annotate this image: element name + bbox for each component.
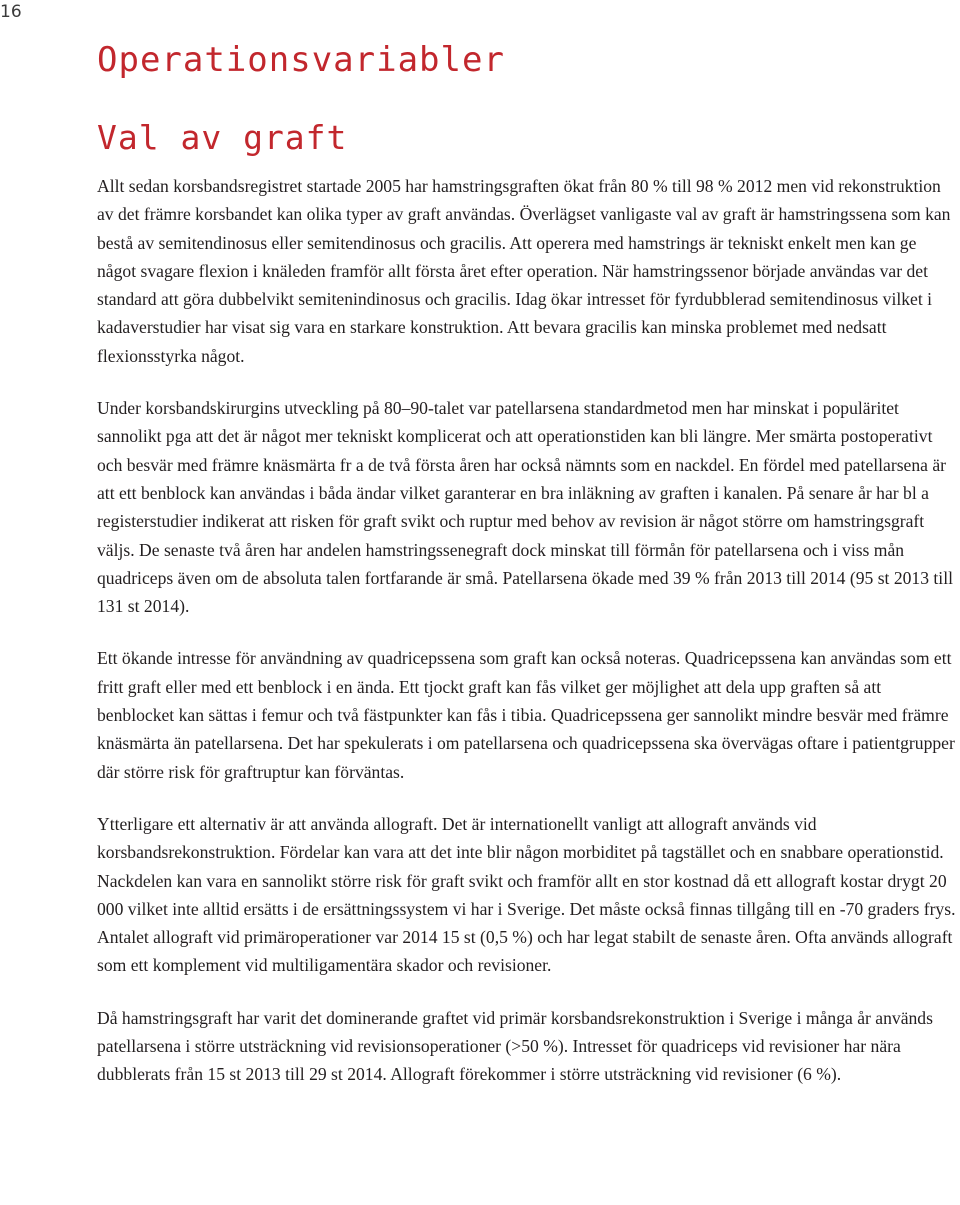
paragraph-revisions: Då hamstringsgraft har varit det dominerande graftet vid primär korsbandsrekonstruktion i Sverige i många år används patellarsena i större utsträckning vid revisionsoperationer (>50 %). Intresset för quadriceps vid revisioner har nära dubblerats från 15 st 2013 till 29 st 2014. Allograft förekommer i större utsträckning vid revisioner (6 %). xyxy=(97,1007,933,1085)
section-title: Operationsvariabler xyxy=(97,40,505,80)
body-text xyxy=(97,172,957,1113)
subsection-title: Val av graft xyxy=(97,118,348,157)
page-number: 16 xyxy=(0,2,22,22)
paragraph-hamstrings: Allt sedan korsbandsregistret startade 2005 har hamstringsgraften ökat från 80 % till 98 % 2012 men vid rekonstruktion av det främre korsbandet kan olika typer av graft användas. Överlägset vanligaste val av graft är hamstringssena som kan bestå av semitendinosus eller semitendinosus och gracilis. Att operera med hamstrings är tekniskt enkelt men kan ge något svagare flexion i knäleden framför allt första året efter operation. När hamstringssenor började användas var det standard att göra dubbelvikt semitenindinosus och gracilis. Idag ökar intresset för fyrdubblerad semitendinosus vilket i kadaverstudier har visat sig vara en starkare konstruktion. Att bevara gracilis kan minska problemet med nedsatt flexionsstyrka något. xyxy=(97,176,951,366)
paragraph-quadriceps: Ett ökande intresse för användning av quadricepssena som graft kan också noteras. Quadricepssena kan användas som ett fritt graft eller med ett benblock i en ända. Ett tjockt graft kan fås vilket ger möjlighet att dela upp graften så att benblocket kan sättas i femur och två fästpunkter kan fås i tibia. Quadricepssena ger sannolikt mindre besvär med främre knäsmärta än patellarsena. Det har spekulerats i om patellarsena och quadricepssena ska övervägas oftare i patientgrupper där större risk för graftruptur kan förväntas. xyxy=(97,648,955,782)
paragraph-patellar-tendon: Under korsbandskirurgins utveckling på 80–90-talet var patellarsena standardmetod men har minskat i populäritet sannolikt pga att det är något mer tekniskt komplicerat och att operationstiden kan bli längre. Mer smärta postoperativt och besvär med främre knäsmärta fr a de två första åren har också nämnts som en nackdel. En fördel med patellarsena är att ett benblock kan användas i båda ändar vilket garanterar en bra inläkning av graften i kanalen. På senare år har bl a registerstudier indikerat att risken för graft svikt och ruptur med behov av revision är något större om hamstringsgraft väljs. De senaste två åren har andelen hamstringssenegraft dock minskat till förmån för patellarsena och i viss mån quadriceps även om de absoluta talen fortfarande är små. Patellarsena ökade med 39 % från 2013 till 2014 (95 st 2013 till 131 st 2014). xyxy=(97,398,953,617)
paragraph-allograft: Ytterligare ett alternativ är att använda allograft. Det är internationellt vanligt att allograft används vid korsbandsrekonstruktion. Fördelar kan vara att det inte blir någon morbiditet på tagstället och en snabbare operationstid. Nackdelen kan vara en sannolikt större risk för graft svikt och framför allt en stor kostnad då ett allograft kostar drygt 20 000 vilket inte alltid ersätts i de ersättningssystem vi har i Sverige. Det måste också finnas tillgång till en -70 graders frys. Antalet allograft vid primäroperationer var 2014 15 st (0,5 %) och har legat stabilt de senaste åren. Ofta används allograft som ett komplement vid multiligamentära skador och revisioner. xyxy=(97,813,956,976)
